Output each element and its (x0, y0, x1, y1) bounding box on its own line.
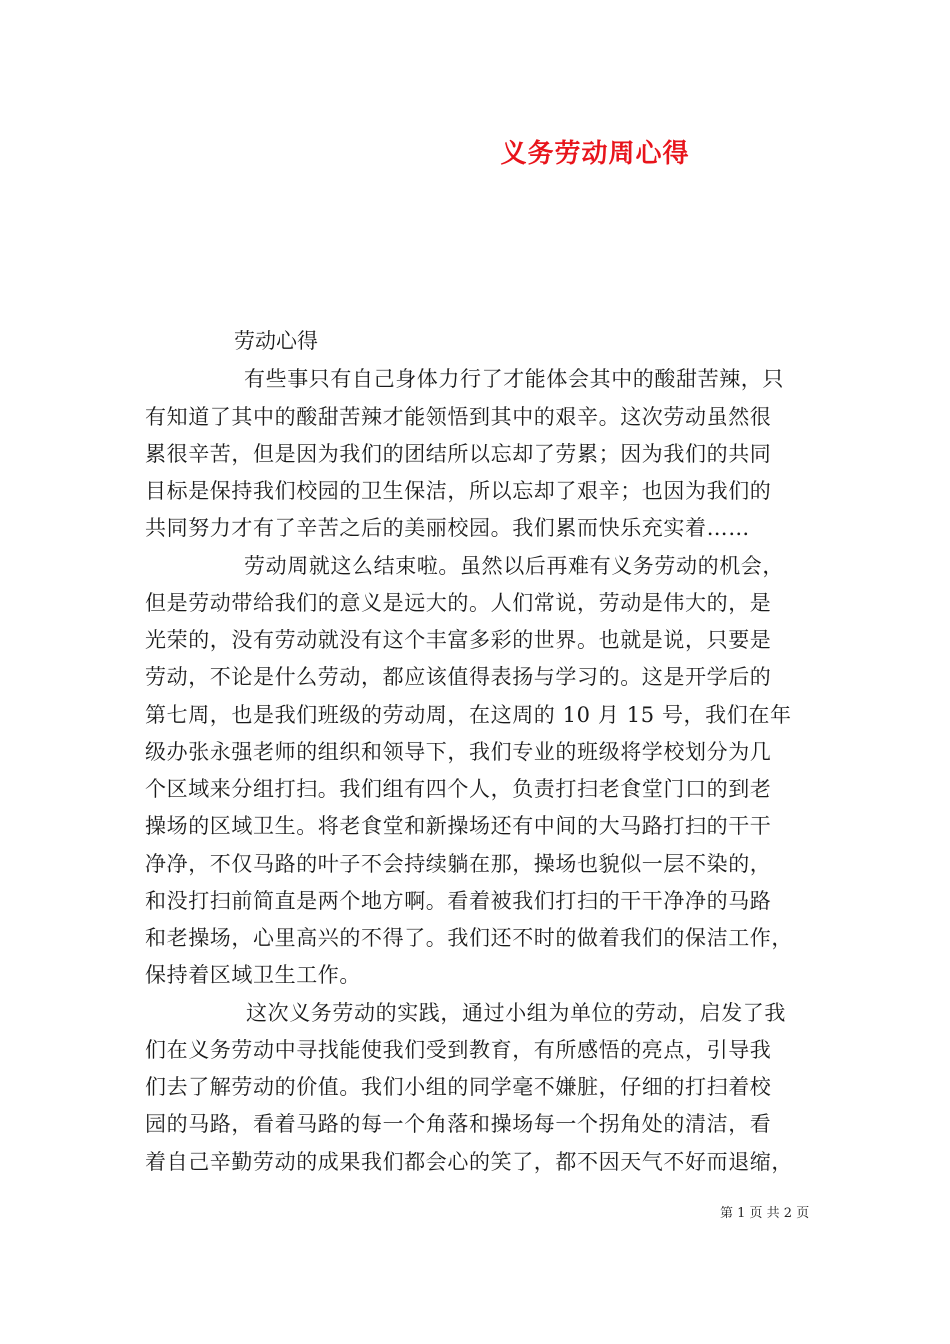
paragraph-line: 劳动，不论是什么劳动，都应该值得表扬与学习的。这是开学后的 (145, 665, 772, 689)
paragraph-line: 保持着区域卫生工作。 (145, 963, 361, 987)
paragraph-line: 劳动周就这么结束啦。虽然以后再难有义务劳动的机会， (244, 554, 784, 578)
paragraph-line: 级办张永强老师的组织和领导下，我们专业的班级将学校划分为几 (145, 740, 772, 764)
section-heading: 劳动心得 (234, 329, 318, 353)
paragraph-line: 和老操场，心里高兴的不得了。我们还不时的做着我们的保洁工作， (145, 926, 793, 950)
paragraph-line: 操场的区域卫生。将老食堂和新操场还有中间的大马路打扫的干干 (145, 814, 772, 838)
paragraph-line: 累很辛苦，但是因为我们的团结所以忘却了劳累；因为我们的共同 (145, 442, 772, 466)
paragraph-line: 个区域来分组打扫。我们组有四个人，负责打扫老食堂门口的到老 (145, 777, 772, 801)
paragraph-line: 有些事只有自己身体力行了才能体会其中的酸甜苦辣，只 (244, 367, 784, 391)
paragraph-line: 们去了解劳动的价值。我们小组的同学毫不嫌脏，仔细的打扫着校 (145, 1075, 772, 1099)
paragraph-line: 光荣的，没有劳动就没有这个丰富多彩的世界。也就是说，只要是 (145, 628, 772, 652)
paragraph-line: 共同努力才有了辛苦之后的美丽校园。我们累而快乐充实着…… (145, 516, 750, 540)
paragraph-line: 但是劳动带给我们的意义是远大的。人们常说，劳动是伟大的，是 (145, 591, 772, 615)
paragraph-line: 园的马路，看着马路的每一个角落和操场每一个拐角处的清洁，看 (145, 1112, 772, 1136)
paragraph-line: 们在义务劳动中寻找能使我们受到教育，有所感悟的亮点，引导我 (145, 1038, 772, 1062)
paragraph-line: 着自己辛勤劳动的成果我们都会心的笑了，都不因天气不好而退缩， (145, 1150, 793, 1174)
paragraph-line: 第七周，也是我们班级的劳动周，在这周的 10 月 15 号，我们在年 (145, 703, 792, 727)
page-title: 义务劳动周心得 (500, 139, 690, 169)
paragraph-line: 有知道了其中的酸甜苦辣才能领悟到其中的艰辛。这次劳动虽然很 (145, 405, 772, 429)
paragraph-line: 和没打扫前简直是两个地方啊。看着被我们打扫的干干净净的马路 (145, 889, 772, 913)
page-number: 第 1 页 共 2 页 (720, 1206, 810, 1221)
paragraph-line: 这次义务劳动的实践，通过小组为单位的劳动，启发了我 (246, 1001, 786, 1025)
paragraph-line: 净净，不仅马路的叶子不会持续躺在那，操场也貌似一层不染的， (145, 852, 772, 876)
paragraph-line: 目标是保持我们校园的卫生保洁，所以忘却了艰辛；也因为我们的 (145, 479, 772, 503)
